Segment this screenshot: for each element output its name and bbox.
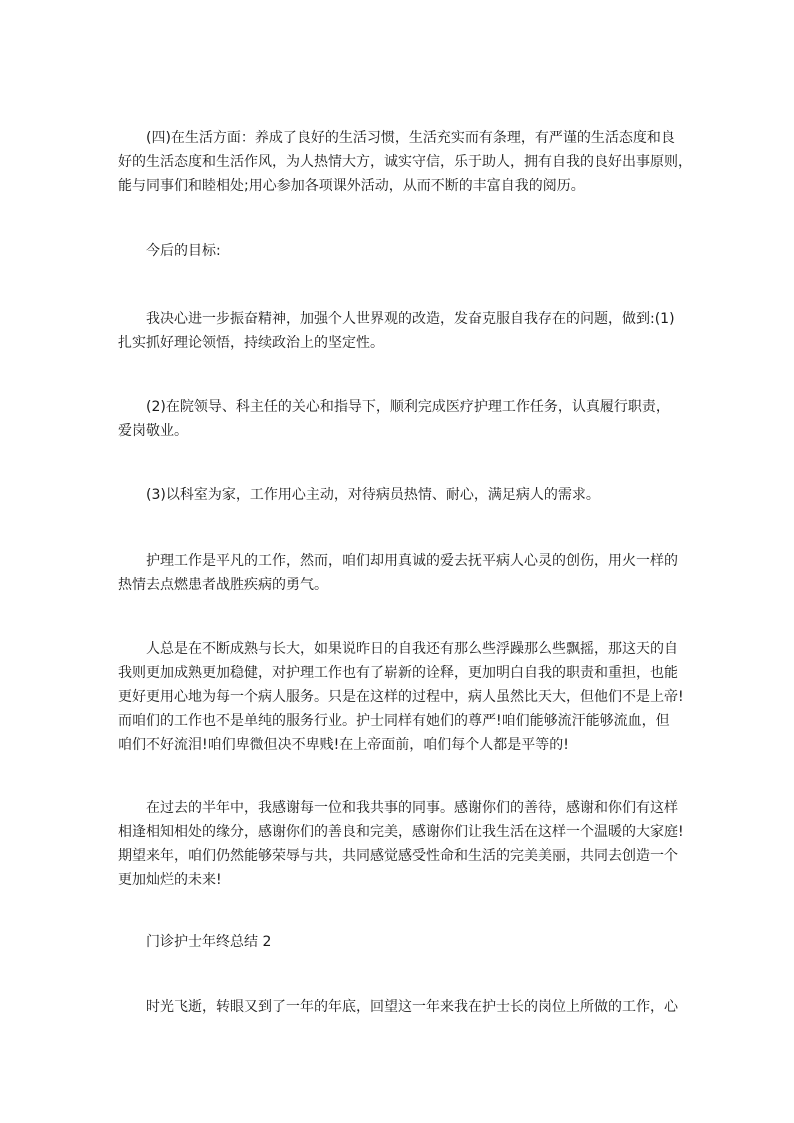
- text-line: 更加灿烂的未来!: [118, 872, 222, 888]
- paragraph-life-aspect: [118, 126, 692, 198]
- text-line: 能与同事们和睦相处;用心参加各项课外活动，从而不断的丰富自我的阅历。: [118, 178, 585, 194]
- text-line: 门诊护士年终总结 2: [146, 934, 272, 950]
- text-line: 我则更加成熟更加稳健，对护理工作也有了崭新的诠释，更加明白自我的职责和重担，也能: [118, 665, 678, 681]
- text-line: 爱岗敬业。: [118, 423, 188, 439]
- paragraph-gratitude: [118, 796, 684, 892]
- text-line: 热情去点燃患者战胜疾病的勇气。: [118, 577, 328, 593]
- text-line: 人总是在不断成熟与长大，如果说昨日的自我还有那么些浮躁那么些飘摇，那这天的自: [146, 641, 678, 657]
- text-line: 好的生活态度和生活作风，为人热情大方，诚实守信，乐于助人，拥有自我的良好出事原则，: [118, 154, 692, 170]
- text-line: 而咱们的工作也不是单纯的服务行业。护士同样有她们的尊严!咱们能够流汗能够流血，但: [118, 713, 670, 729]
- paragraph-goal-3: [118, 483, 678, 507]
- text-line: 扎实抓好理论领悟，持续政治上的坚定性。: [118, 335, 384, 351]
- paragraph-goal-2: [118, 395, 678, 443]
- text-line: 咱们不好流泪!咱们卑微但决不卑贱!在上帝面前，咱们每个人都是平等的!: [118, 737, 569, 753]
- paragraph-nursing-work: [118, 549, 678, 597]
- text-line: 我决心进一步振奋精神，加强个人世界观的改造，发奋克服自我存在的问题，做到:(1): [146, 311, 675, 327]
- text-line: (3)以科室为家，工作用心主动，对待病员热情、耐心，满足病人的需求。: [146, 487, 600, 503]
- text-line: 今后的目标:: [146, 243, 221, 259]
- text-line: (四)在生活方面：养成了良好的生活习惯，生活充实而有条理，有严谨的生活态度和良: [146, 130, 675, 146]
- text-line: 时光飞逝，转眼又到了一年的年底，回望这一年来我在护士长的岗位上所做的工作，心: [146, 999, 678, 1015]
- paragraph-opening: [118, 995, 678, 1019]
- section-heading: [118, 930, 678, 954]
- paragraph-growth: [118, 637, 684, 757]
- text-line: 在过去的半年中，我感谢每一位和我共事的同事。感谢你们的善待，感谢和你们有这样: [146, 800, 678, 816]
- text-line: 相逢相知相处的缘分，感谢你们的善良和完美，感谢你们让我生活在这样一个温暖的大家庭!: [118, 824, 684, 840]
- paragraph-goal-1: [118, 307, 678, 355]
- paragraph-goals-heading: [118, 239, 678, 263]
- text-line: 护理工作是平凡的工作，然而，咱们却用真诚的爱去抚平病人心灵的创伤，用火一样的: [146, 553, 678, 569]
- text-line: 期望来年，咱们仍然能够荣辱与共，共同感觉感受性命和生活的完美美丽，共同去创造一个: [118, 848, 678, 864]
- text-line: 更好更用心地为每一个病人服务。只是在这样的过程中，病人虽然比天大，但他们不是上帝!: [118, 689, 684, 705]
- text-line: (2)在院领导、科主任的关心和指导下，顺利完成医疗护理工作任务，认真履行职责，: [146, 399, 670, 415]
